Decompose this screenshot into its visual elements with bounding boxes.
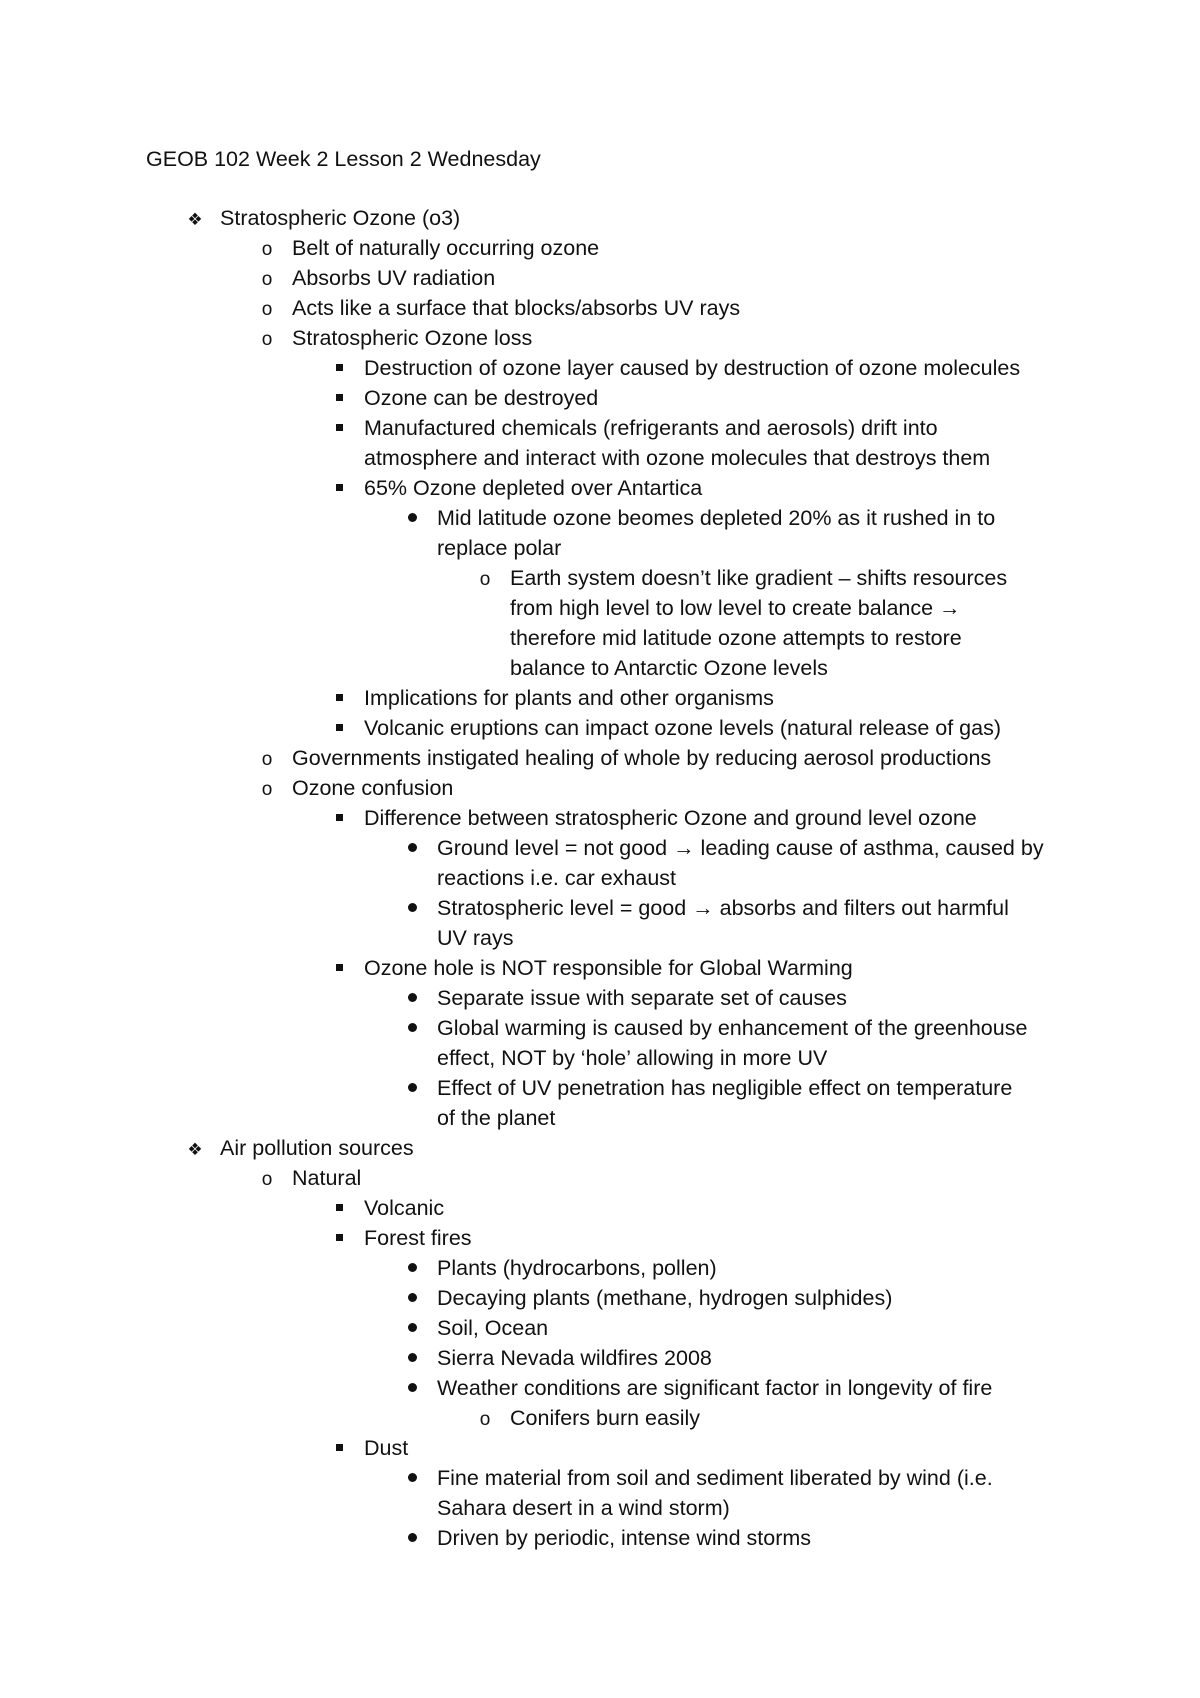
- list-item: [146, 983, 1140, 1013]
- list-item-text: therefore mid latitude ozone attempts to restore: [510, 626, 962, 650]
- square-bullet-icon: [328, 713, 350, 743]
- list-item-text: Mid latitude ozone beomes depleted 20% as it rushed in to: [437, 506, 996, 530]
- dot-bullet-icon: [401, 1253, 423, 1283]
- list-item-text: Sierra Nevada wildfires 2008: [437, 1346, 712, 1370]
- circle-bullet-icon: [474, 1403, 496, 1435]
- list-item-text: Soil, Ocean: [437, 1316, 549, 1340]
- circle-bullet-icon: [256, 233, 278, 265]
- list-item: [146, 773, 1140, 803]
- dot-bullet-icon: [401, 893, 423, 923]
- list-item-text: Stratospheric Ozone (o3): [220, 206, 461, 230]
- square-bullet-icon: [328, 1433, 350, 1463]
- list-item-text: Acts like a surface that blocks/absorbs UV rays: [292, 296, 741, 320]
- list-item: [146, 713, 1140, 743]
- dot-bullet-icon: [401, 1343, 423, 1373]
- square-bullet-icon: [328, 953, 350, 983]
- list-item-text: Stratospheric level = good → absorbs and filters out harmful: [437, 896, 1009, 920]
- dot-bullet-icon: [401, 1373, 423, 1403]
- square-bullet-icon: [328, 473, 350, 503]
- list-item: [146, 1253, 1140, 1283]
- list-item: [146, 563, 1140, 593]
- list-item-text: Stratospheric Ozone loss: [292, 326, 533, 350]
- square-bullet-icon: [328, 413, 350, 443]
- circle-bullet-icon: [256, 293, 278, 325]
- list-item-text: Decaying plants (methane, hydrogen sulphides): [437, 1286, 893, 1310]
- list-item: [146, 1313, 1140, 1343]
- list-item: [146, 1223, 1140, 1253]
- circle-bullet-icon: [474, 563, 496, 595]
- list-item-text: 65% Ozone depleted over Antartica: [364, 476, 703, 500]
- square-bullet-icon: [328, 383, 350, 413]
- list-item-text: Separate issue with separate set of causes: [437, 986, 847, 1010]
- list-item-text: from high level to low level to create balance →: [510, 596, 961, 620]
- list-item: [146, 233, 1140, 263]
- list-item: [146, 503, 1140, 533]
- dot-bullet-icon: [401, 1313, 423, 1343]
- circle-bullet-icon: [256, 263, 278, 295]
- list-item-text: Plants (hydrocarbons, pollen): [437, 1256, 717, 1280]
- list-item-text: Governments instigated healing of whole by reducing aerosol productions: [292, 746, 992, 770]
- list-item-text: Global warming is caused by enhancement of the greenhouse: [437, 1016, 1028, 1040]
- dot-bullet-icon: [401, 503, 423, 533]
- list-item-text: Ozone can be destroyed: [364, 386, 599, 410]
- dot-bullet-icon: [401, 1523, 423, 1553]
- list-item-text: Fine material from soil and sediment liberated by wind (i.e.: [437, 1466, 993, 1490]
- notes-outline: [146, 203, 1140, 1553]
- list-item-continuation: [146, 1493, 1140, 1523]
- list-item-text: Sahara desert in a wind storm): [437, 1496, 730, 1520]
- list-item: [146, 1343, 1140, 1373]
- list-item: [146, 803, 1140, 833]
- list-item: [146, 953, 1140, 983]
- list-item: [146, 1523, 1140, 1553]
- list-item-text: Dust: [364, 1436, 409, 1460]
- list-item: [146, 1463, 1140, 1493]
- list-item: [146, 1013, 1140, 1043]
- list-item-text: Natural: [292, 1166, 362, 1190]
- list-item-text: Belt of naturally occurring ozone: [292, 236, 600, 260]
- list-item: [146, 833, 1140, 863]
- list-item-text: Destruction of ozone layer caused by destruction of ozone molecules: [364, 356, 1021, 380]
- dot-bullet-icon: [401, 1013, 423, 1043]
- list-item-continuation: [146, 443, 1140, 473]
- diamond-bullet-icon: [184, 1133, 206, 1165]
- list-item-continuation: [146, 653, 1140, 683]
- list-item: [146, 473, 1140, 503]
- list-item-text: Ozone hole is NOT responsible for Global Warming: [364, 956, 853, 980]
- list-item-text: Weather conditions are significant factor in longevity of fire: [437, 1376, 993, 1400]
- diamond-bullet-icon: [184, 203, 206, 235]
- list-item-text: atmosphere and interact with ozone molecules that destroys them: [364, 446, 991, 470]
- list-item-continuation: [146, 1103, 1140, 1133]
- list-item-continuation: [146, 623, 1140, 653]
- list-item: [146, 893, 1140, 923]
- circle-bullet-icon: [256, 773, 278, 805]
- dot-bullet-icon: [401, 1073, 423, 1103]
- dot-bullet-icon: [401, 983, 423, 1013]
- list-item-text: Manufactured chemicals (refrigerants and aerosols) drift into: [364, 416, 938, 440]
- list-item: [146, 1163, 1140, 1193]
- square-bullet-icon: [328, 1223, 350, 1253]
- list-item-continuation: [146, 593, 1140, 623]
- list-item: [146, 383, 1140, 413]
- list-item: [146, 1403, 1140, 1433]
- list-item-continuation: [146, 923, 1140, 953]
- list-item-text: Implications for plants and other organisms: [364, 686, 774, 710]
- list-item-continuation: [146, 533, 1140, 563]
- square-bullet-icon: [328, 803, 350, 833]
- dot-bullet-icon: [401, 833, 423, 863]
- circle-bullet-icon: [256, 1163, 278, 1195]
- list-item: [146, 263, 1140, 293]
- list-item-text: Ozone confusion: [292, 776, 454, 800]
- list-item: [146, 353, 1140, 383]
- list-item: [146, 743, 1140, 773]
- list-item-text: Absorbs UV radiation: [292, 266, 496, 290]
- list-item: [146, 413, 1140, 443]
- list-item-text: Forest fires: [364, 1226, 472, 1250]
- list-item: [146, 323, 1140, 353]
- square-bullet-icon: [328, 353, 350, 383]
- list-item-text: reactions i.e. car exhaust: [437, 866, 677, 890]
- list-item-text: of the planet: [437, 1106, 556, 1130]
- list-item-text: Conifers burn easily: [510, 1406, 701, 1430]
- list-item: [146, 683, 1140, 713]
- list-item: [146, 293, 1140, 323]
- list-item: [146, 1373, 1140, 1403]
- list-item-continuation: [146, 1043, 1140, 1073]
- list-item-text: Effect of UV penetration has negligible effect on temperature: [437, 1076, 1013, 1100]
- list-item-text: Driven by periodic, intense wind storms: [437, 1526, 812, 1550]
- list-item-text: Volcanic eruptions can impact ozone levels (natural release of gas): [364, 716, 1001, 740]
- list-item: [146, 1193, 1140, 1223]
- list-item-text: replace polar: [437, 536, 562, 560]
- list-item: [146, 1073, 1140, 1103]
- list-item: [146, 1433, 1140, 1463]
- list-item-text: balance to Antarctic Ozone levels: [510, 656, 828, 680]
- dot-bullet-icon: [401, 1463, 423, 1493]
- dot-bullet-icon: [401, 1283, 423, 1313]
- list-item-continuation: [146, 863, 1140, 893]
- list-item-text: Volcanic: [364, 1196, 445, 1220]
- list-item-text: Ground level = not good → leading cause of asthma, caused by: [437, 836, 1044, 860]
- list-item-text: UV rays: [437, 926, 514, 950]
- list-item-text: effect, NOT by ‘hole’ allowing in more UV: [437, 1046, 828, 1070]
- square-bullet-icon: [328, 1193, 350, 1223]
- list-item: [146, 203, 1140, 233]
- list-item-text: Air pollution sources: [220, 1136, 414, 1160]
- square-bullet-icon: [328, 683, 350, 713]
- list-item-text: Earth system doesn’t like gradient – shifts resources: [510, 566, 1008, 590]
- page-title: GEOB 102 Week 2 Lesson 2 Wednesday: [146, 147, 541, 171]
- list-item: [146, 1133, 1140, 1163]
- list-item: [146, 1283, 1140, 1313]
- circle-bullet-icon: [256, 323, 278, 355]
- circle-bullet-icon: [256, 743, 278, 775]
- list-item-text: Difference between stratospheric Ozone and ground level ozone: [364, 806, 977, 830]
